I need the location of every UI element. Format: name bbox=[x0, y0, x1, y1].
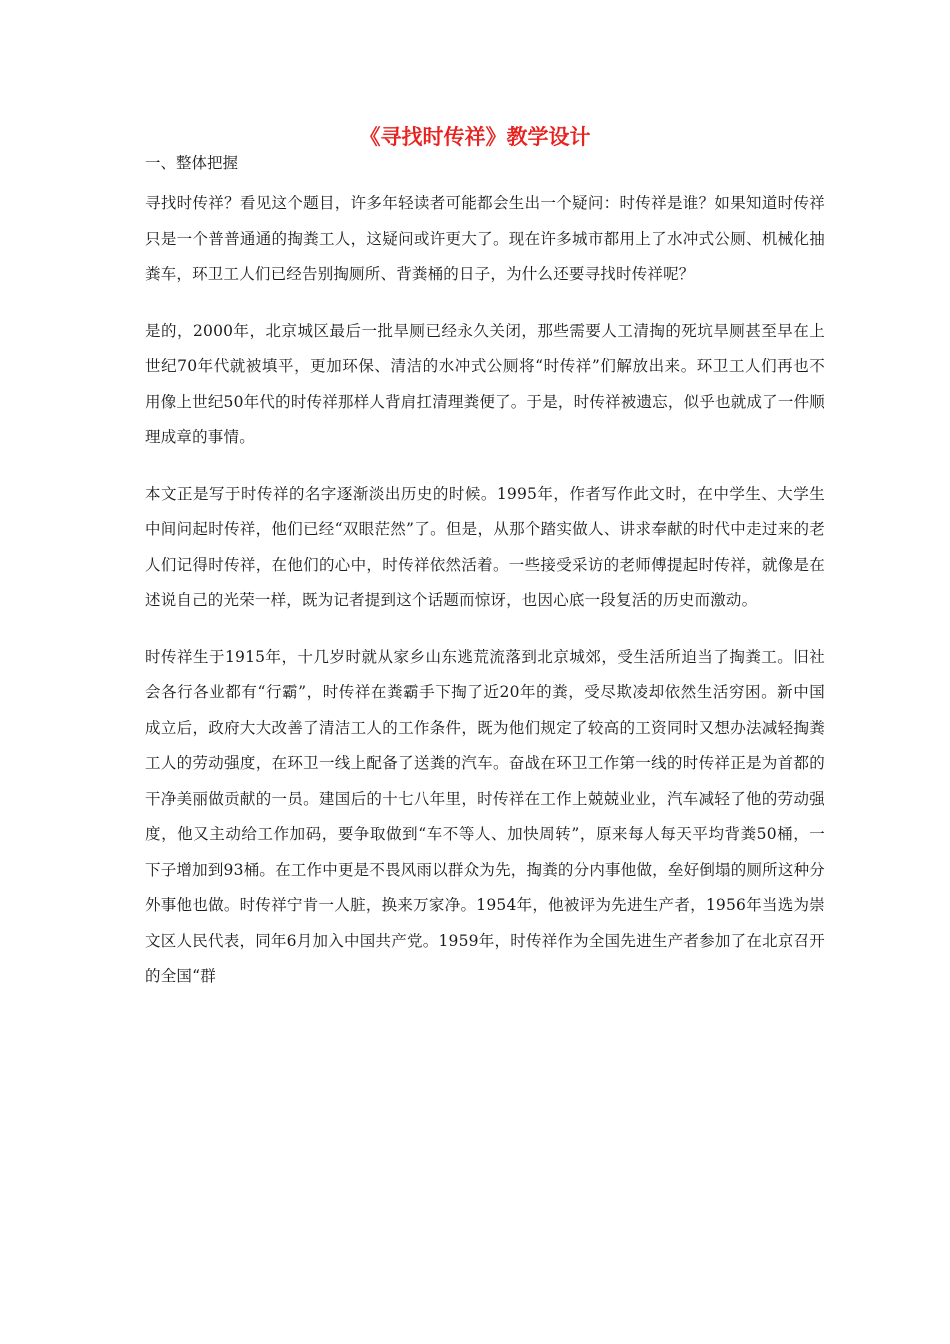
paragraph-4: 时传祥生于1915年，十几岁时就从家乡山东逃荒流落到北京城郊，受生活所迫当了掏粪工。旧社会各行各业都有“行霸”，时传祥在粪霸手下掏了近20年的粪，受尽欺凌却依然生活穷困。新中国成立后，政府大大改善了清洁工人的工作条件，既为他们规定了较高的工资同时又想办法减轻掏粪工人的劳动强度，在环卫一线上配备了送粪的汽车。奋战在环卫工作第一线的时传祥正是为首都的干净美丽做贡献的一员。建国后的十七八年里，时传祥在工作上兢兢业业，汽车减轻了他的劳动强度，他又主动给工作加码，要争取做到“车不等人、加快周转”，原来每人每天平均背粪50桶，一下子增加到93桶。在工作中更是不畏风雨以群众为先，掏粪的分内事他做，垒好倒塌的厕所这种分外事他也做。时传祥宁肯一人脏，换来万家净。1954年，他被评为先进生产者，1956年当选为崇文区人民代表，同年6月加入中国共产党。1959年，时传祥作为全国先进生产者参加了在北京召开的全国“群 bbox=[145, 647, 825, 985]
paragraph-1: 寻找时传祥？看见这个题目，许多年轻读者可能都会生出一个疑问：时传祥是谁？如果知道时传祥只是一个普普通通的掏粪工人，这疑问或许更大了。现在许多城市都用上了水冲式公厕、机械化抽粪车，环卫工人们已经告别掏厕所、背粪桶的日子，为什么还要寻找时传祥呢？ bbox=[145, 194, 825, 283]
paragraph-2: 是的，2000年，北京城区最后一批旱厕已经永久关闭，那些需要人工清掏的死坑旱厕甚至早在上世纪70年代就被填平，更加环保、清洁的水冲式公厕将“时传祥”们解放出来。环卫工人们再也不用像上世纪50年代的时传祥那样人背肩扛清理粪便了。于是，时传祥被遗忘，似乎也就成了一件顺理成章的事情。 bbox=[145, 321, 825, 446]
document-title: 《寻找时传祥》教学设计 bbox=[359, 124, 591, 149]
paragraph-3: 本文正是写于时传祥的名字逐渐淡出历史的时候。1995年，作者写作此文时，在中学生、大学生中间问起时传祥，他们已经“双眼茫然”了。但是，从那个踏实做人、讲求奉献的时代中走过来的老人们记得时传祥，在他们的心中，时传祥依然活着。一些接受采访的老师傅提起时传祥，就像是在述说自己的光荣一样，既为记者提到这个话题而惊讶，也因心底一段复活的历史而激动。 bbox=[145, 484, 825, 609]
section-heading: 一、整体把握 bbox=[145, 154, 239, 172]
document-body bbox=[145, 186, 825, 1017]
